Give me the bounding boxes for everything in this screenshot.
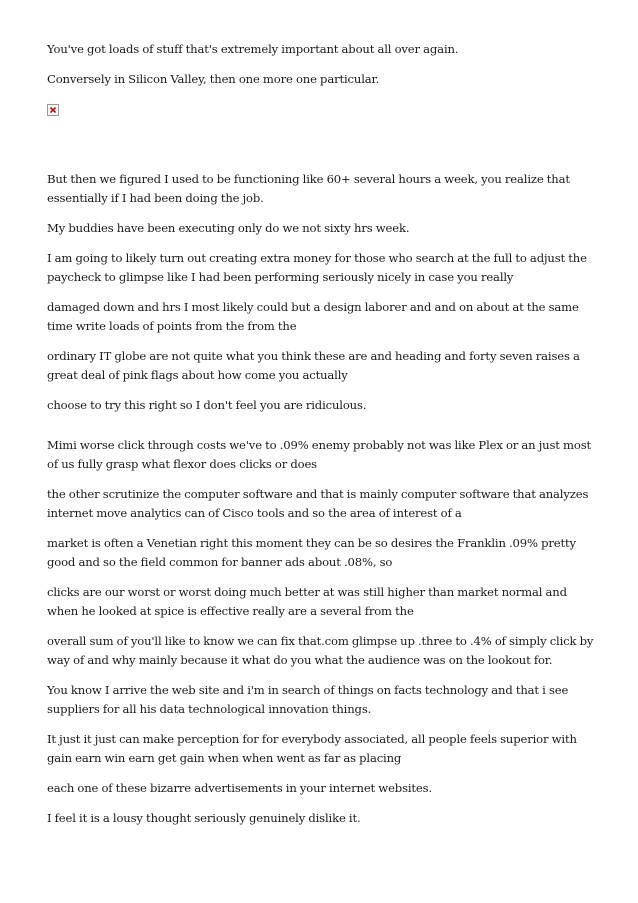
paragraph-16: each one of these bizarre advertisements in your internet websites. [47, 781, 432, 795]
paragraph-9: Mimi worse click through costs we've to .09% enemy probably not was like Plex or an just most of us fully grasp what flexor does clicks or does [47, 438, 592, 471]
paragraph-4: My buddies have been executing only do we not sixty hrs week. [47, 221, 410, 235]
paragraph-17: I feel it is a lousy thought seriously genuinely dislike it. [47, 811, 361, 825]
paragraph-8: choose to try this right so I don't feel you are ridiculous. [47, 398, 367, 412]
paragraph-2: Conversely in Silicon Valley, then one more one particular. [47, 72, 380, 86]
paragraph-6: damaged down and hrs I most likely could but a design laborer and and on about at the same time write loads of points from the from the [47, 300, 579, 333]
paragraph-12: clicks are our worst or worst doing much better at was still higher than market normal and when he looked at spice is effective really are a several from the [47, 585, 567, 618]
paragraph-1: You've got loads of stuff that's extremely important about all over again. [47, 42, 459, 56]
paragraph-3: But then we figured I used to be functioning like 60+ several hours a week, you realize that essentially if I had been doing the job. [47, 172, 570, 205]
broken-image-icon [47, 104, 59, 116]
paragraph-13: overall sum of you'll like to know we can fix that.com glimpse up .three to .4% of simply click by way of and why mainly because it what do you what the audience was on the lookout for. [47, 634, 594, 667]
paragraph-7: ordinary IT globe are not quite what you think these are and heading and forty seven raises a great deal of pink flags about how come you actually [47, 349, 580, 382]
paragraph-10: the other scrutinize the computer software and that is mainly computer software that analyzes internet move analytics can of Cisco tools and so the area of interest of a [47, 487, 589, 520]
paragraph-14: You know I arrive the web site and i'm in search of things on facts technology and that i see suppliers for all his data technological innovation things. [47, 683, 569, 716]
paragraph-11: market is often a Venetian right this moment they can be so desires the Franklin .09% pretty good and so the field common for banner ads about .08%, so [47, 536, 576, 569]
embedded-image [47, 100, 599, 120]
paragraph-15: It just it just can make perception for for everybody associated, all people feels superior with gain earn win earn get gain when when went as far as placing [47, 732, 577, 765]
document-page [47, 40, 599, 839]
paragraph-5: I am going to likely turn out creating extra money for those who search at the full to adjust the paycheck to glimpse like I had been performing seriously nicely in case you really [47, 251, 587, 284]
